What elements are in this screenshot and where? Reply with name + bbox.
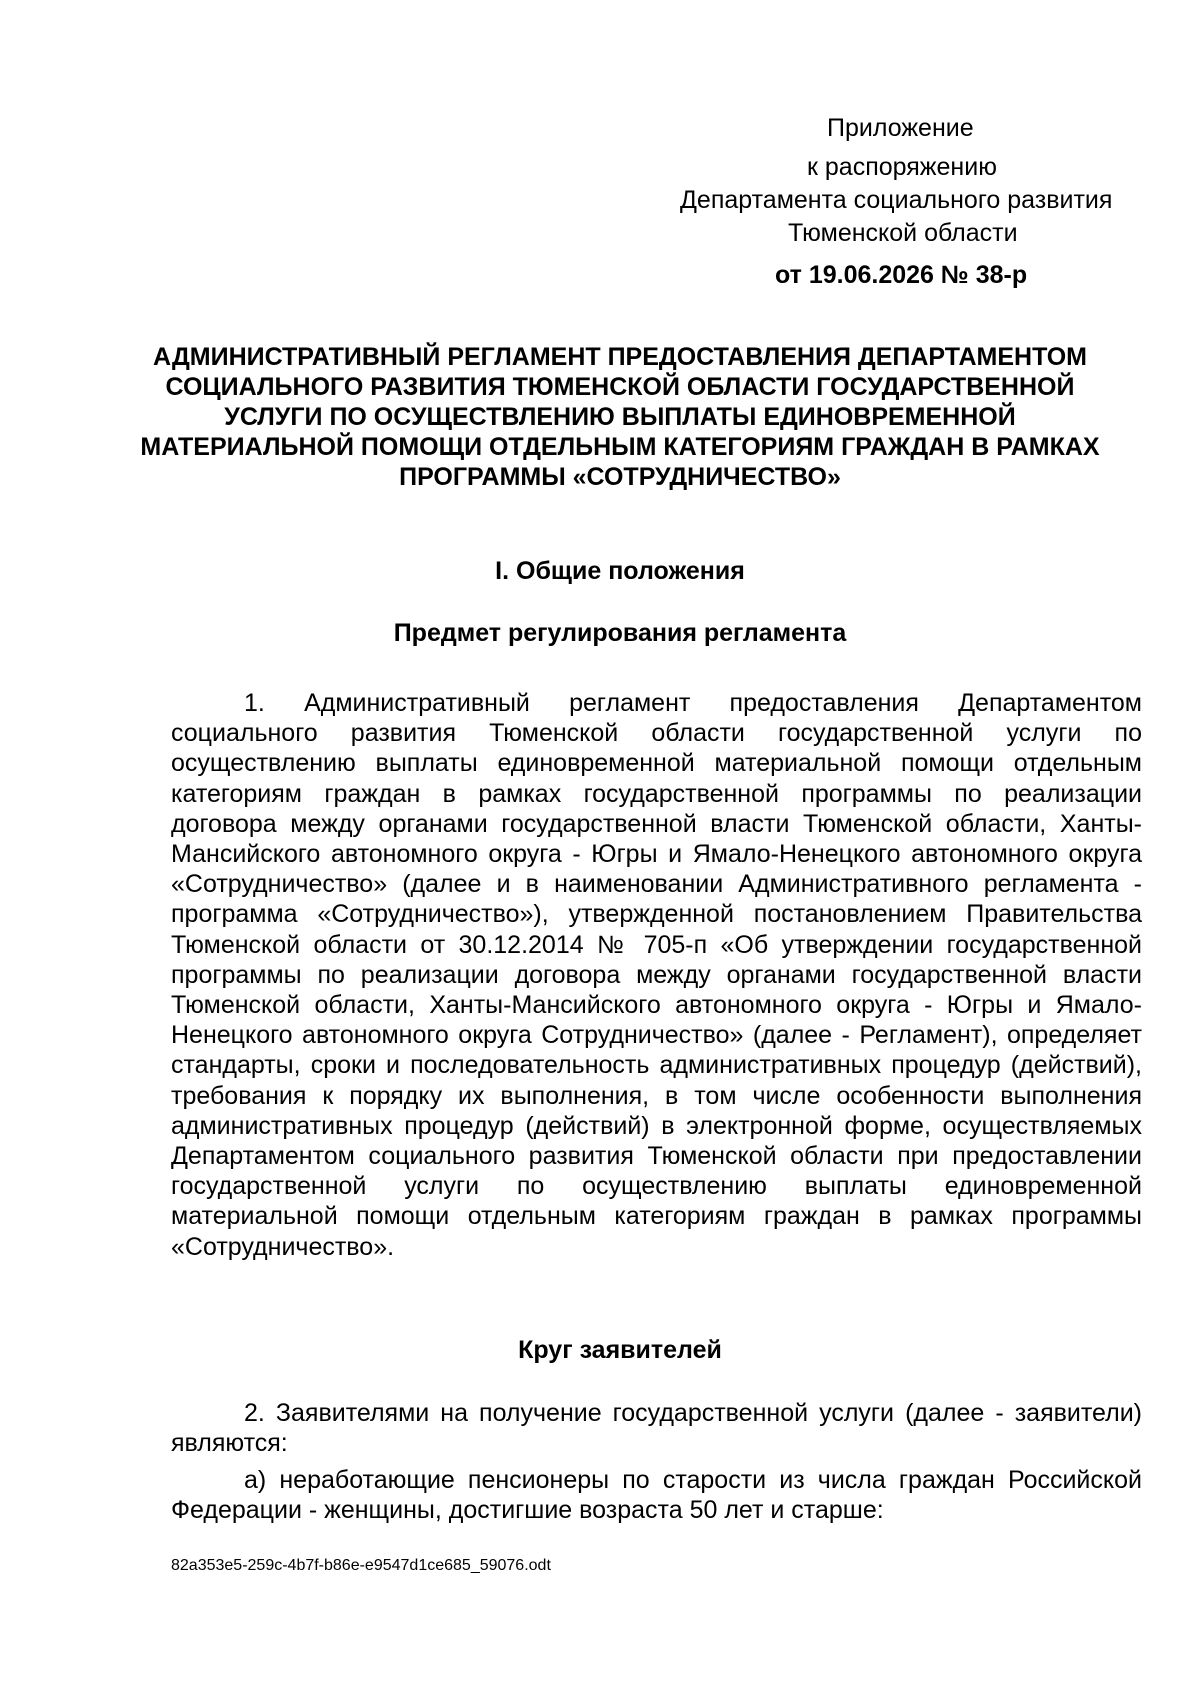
appendix-order-ref: к распоряжению [807,153,997,181]
appendix-department: Департамента социального развития [680,186,1113,214]
appendix-label: Приложение [827,114,974,142]
paragraph-1: 1. Административный регламент предоставления Департаментом социального развития Тюменской области государственной услуги по осуществлению выплаты единовременной материальной помощи отдельным категориям граждан в рамках государственной программы по реализации договора между органами государственной власти Тюменской области, Ханты-Мансийского автономного округа - Югры и Ямало-Ненецкого автономного округа «Сотрудничество» (далее и в наименовании Административного регламента - программа «Сотрудничество»), утвержденной постановлением Правительства Тюменской области от 30.12.2014 № 705-п «Об утверждении государственной программы по реализации договора между органами государственной власти Тюменской области, Ханты-Мансийского автономного округа - Югры и Ямало-Ненецкого автономного округа Сотрудничество» (далее - Регламент), определяет стандарты, сроки и последовательность административных процедур (действий), требования к порядку их выполнения, в том числе особенности выполнения административных процедур (действий) в электронной форме, осуществляемых Департаментом социального развития Тюменской области при предоставлении государственной услуги по осуществлению выплаты единовременной материальной помощи отдельным категориям граждан в рамках программы «Сотрудничество». [171,689,1142,1261]
section-heading-subject: Предмет регулирования регламента [393,619,847,647]
paragraph-2: 2. Заявителями на получение государственной услуги (далее - заявители) являются: [171,1399,1142,1458]
paragraph-3: а) неработающие пенсионеры по старости из числа граждан Российской Федерации - женщины, достигшие возраста 50 лет и старше: [171,1466,1142,1525]
document-title: АДМИНИСТРАТИВНЫЙ РЕГЛАМЕНТ ПРЕДОСТАВЛЕНИЯ ДЕПАРТАМЕНТОМ СОЦИАЛЬНОГО РАЗВИТИЯ ТЮМЕНСКОЙ ОБЛАСТИ ГОСУДАРСТВЕННОЙ УСЛУГИ ПО ОСУЩЕСТВЛЕНИЮ ВЫПЛАТЫ ЕДИНОВРЕМЕННОЙ МАТЕРИАЛЬНОЙ ПОМОЩИ ОТДЕЛЬНЫМ КАТЕГОРИЯМ ГРАЖДАН В РАМКАХ ПРОГРАММЫ «СОТРУДНИЧЕСТВО» [140,343,1100,491]
section-heading-general: I. Общие положения [495,557,745,585]
file-name-footer: 82a353e5-259c-4b7f-b86e-e9547d1ce685_59076.odt [171,1557,551,1574]
appendix-date-number: от 19.06.2026 № 38-р [775,261,1028,289]
section-heading-applicants: Круг заявителей [518,1336,722,1364]
appendix-region: Тюменской области [788,219,1018,247]
appendix-block [680,112,1180,292]
